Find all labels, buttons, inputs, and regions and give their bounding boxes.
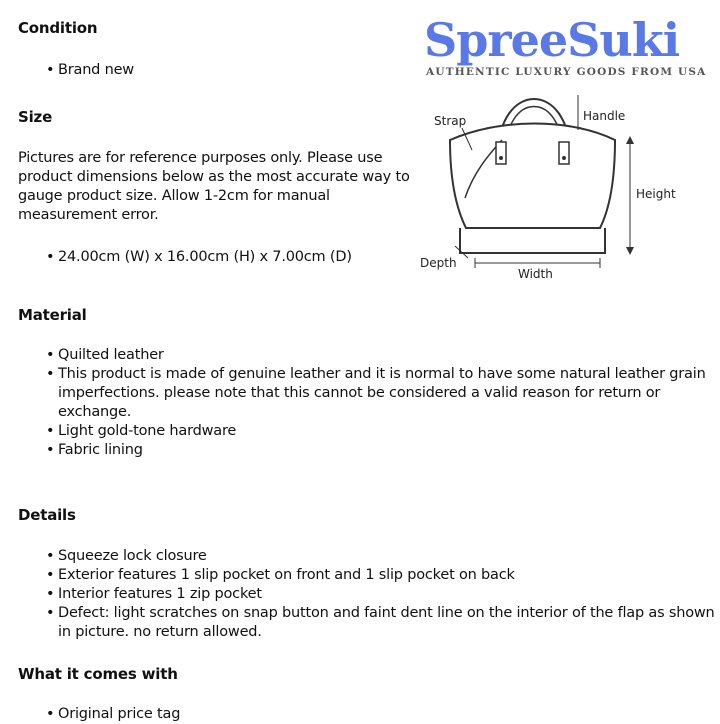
depth-label: Depth (420, 256, 457, 270)
height-label: Height (636, 187, 676, 201)
logo-wordmark: SpreeSuki (424, 13, 680, 67)
strap-label: Strap (434, 114, 467, 128)
details-list (46, 547, 718, 642)
list-item: • Interior features 1 zip pocket (46, 585, 718, 604)
comes-with-heading: What it comes with (18, 665, 178, 683)
condition-heading: Condition (18, 19, 98, 37)
comes-with-list (46, 705, 718, 724)
size-heading: Size (18, 108, 53, 126)
handle-label: Handle (583, 109, 626, 123)
bag-buckle-right (559, 142, 569, 164)
list-item: • This product is made of genuine leather and it is normal to have some natural leather grain imperfections. please note that this cannot be considered a valid reason for return or exchange. (46, 365, 718, 422)
spreesuki-logo (420, 8, 720, 88)
list-item: • Original price tag (46, 705, 718, 724)
size-description: Pictures are for reference purposes only. Please use product dimensions below as the most accurate way to gauge product size. Allow 1-2cm for manual measurement error. (18, 150, 410, 223)
bag-rivet-left (499, 156, 503, 160)
list-item: • Light gold-tone hardware (46, 422, 718, 441)
material-heading: Material (18, 306, 87, 324)
list-item: • Defect: light scratches on snap button and faint dent line on the interior of the flap as shown in picture. no return allowed. (46, 604, 718, 642)
list-item: • Squeeze lock closure (46, 547, 718, 566)
bag-rivet-right (562, 156, 566, 160)
list-item: • Fabric lining (46, 441, 718, 460)
bag-base (460, 228, 605, 253)
height-arrow-bottom (626, 247, 634, 255)
logo-tagline: AUTHENTIC LUXURY GOODS FROM USA (426, 66, 707, 78)
bag-buckle-left (496, 142, 506, 164)
width-label: Width (518, 267, 553, 281)
list-item: • Quilted leather (46, 346, 718, 365)
list-item: • 24.00cm (W) x 16.00cm (H) x 7.00cm (D) (46, 248, 718, 267)
list-item: • Brand new (46, 61, 718, 80)
material-list (46, 346, 718, 460)
list-item: • Exterior features 1 slip pocket on front and 1 slip pocket on back (46, 566, 718, 585)
details-heading: Details (18, 506, 76, 524)
height-arrow-top (626, 136, 634, 144)
bag-dimensions-diagram (410, 88, 710, 288)
